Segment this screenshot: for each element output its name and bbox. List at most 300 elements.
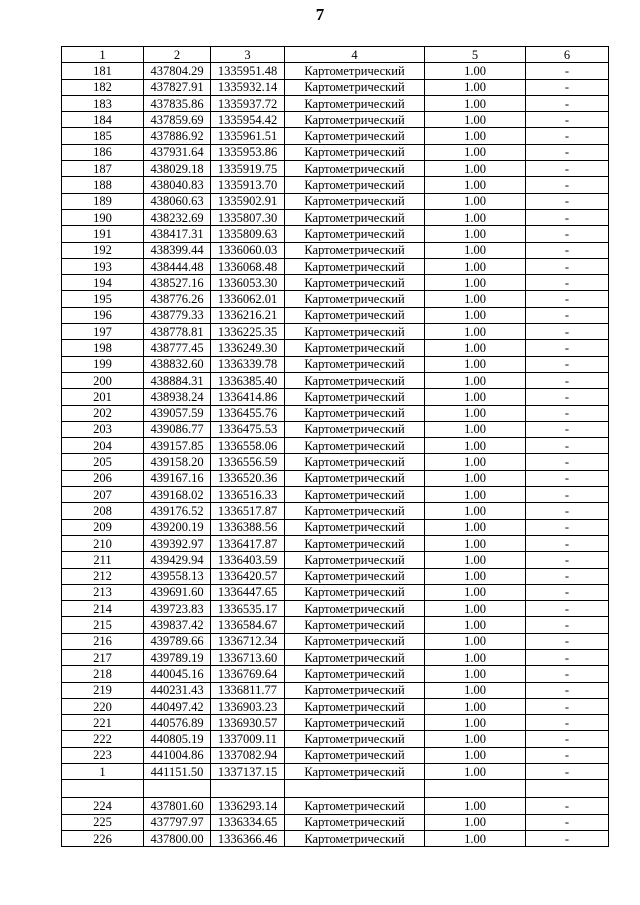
cell-method: Картометрический	[285, 144, 425, 160]
cell-x: 437931.64	[144, 144, 211, 160]
cell-method: Картометрический	[285, 814, 425, 830]
cell-method: Картометрический	[285, 519, 425, 535]
cell-point-number: 206	[62, 470, 144, 486]
cell-point-number: 207	[62, 487, 144, 503]
cell-accuracy: 1.00	[425, 128, 526, 144]
cell-point-number: 218	[62, 666, 144, 682]
cell-description: -	[526, 79, 609, 95]
cell-x: 437801.60	[144, 798, 211, 814]
cell-accuracy: 1.00	[425, 356, 526, 372]
cell-x: 439200.19	[144, 519, 211, 535]
table-row	[62, 454, 609, 470]
cell-description: -	[526, 503, 609, 519]
cell-accuracy: 1.00	[425, 307, 526, 323]
cell-method: Картометрический	[285, 617, 425, 633]
cell-description: -	[526, 209, 609, 225]
cell-point-number: 183	[62, 95, 144, 111]
cell-accuracy: 1.00	[425, 340, 526, 356]
cell-accuracy: 1.00	[425, 715, 526, 731]
cell-point-number: 203	[62, 421, 144, 437]
cell-point-number: 216	[62, 633, 144, 649]
cell-description: -	[526, 649, 609, 665]
cell-y: 1335932.14	[211, 79, 285, 95]
cell-point-number: 209	[62, 519, 144, 535]
table-row	[62, 535, 609, 551]
table-row	[62, 275, 609, 291]
table-row	[62, 340, 609, 356]
table-row	[62, 649, 609, 665]
cell-method: Картометрический	[285, 421, 425, 437]
cell-point-number: 189	[62, 193, 144, 209]
cell-method: Картометрический	[285, 95, 425, 111]
cell-accuracy: 1.00	[425, 372, 526, 388]
cell-x: 439723.83	[144, 601, 211, 617]
cell-method: Картометрический	[285, 535, 425, 551]
cell-method: Картометрический	[285, 291, 425, 307]
cell-description: -	[526, 421, 609, 437]
cell-accuracy: 1.00	[425, 209, 526, 225]
table-row	[62, 242, 609, 258]
table-row	[62, 830, 609, 846]
cell-x: 438040.83	[144, 177, 211, 193]
table-row	[62, 682, 609, 698]
cell-accuracy: 1.00	[425, 193, 526, 209]
cell-y: 1336713.60	[211, 649, 285, 665]
cell-description: -	[526, 242, 609, 258]
cell-x: 441004.86	[144, 747, 211, 763]
cell-point-number: 221	[62, 715, 144, 731]
cell-method: Картометрический	[285, 568, 425, 584]
cell-x: 438417.31	[144, 226, 211, 242]
page-number: 7	[315, 5, 325, 24]
table-row	[62, 438, 609, 454]
cell-method: Картометрический	[285, 649, 425, 665]
cell-y: 1335951.48	[211, 63, 285, 79]
cell-method: Картометрический	[285, 601, 425, 617]
cell-x: 440231.43	[144, 682, 211, 698]
cell-point-number: 197	[62, 324, 144, 340]
cell-accuracy: 1.00	[425, 731, 526, 747]
cell-description: -	[526, 258, 609, 274]
cell-method: Картометрический	[285, 209, 425, 225]
cell-point-number: 181	[62, 63, 144, 79]
cell-method: Картометрический	[285, 830, 425, 846]
cell-x: 439392.97	[144, 535, 211, 551]
cell-x: 438777.45	[144, 340, 211, 356]
cell-method: Картометрический	[285, 226, 425, 242]
table-row	[62, 814, 609, 830]
cell-y: 1336556.59	[211, 454, 285, 470]
cell-x: 439168.02	[144, 487, 211, 503]
cell-x: 437859.69	[144, 112, 211, 128]
empty-cell	[62, 780, 144, 798]
cell-method: Картометрический	[285, 193, 425, 209]
cell-description: -	[526, 389, 609, 405]
cell-y: 1336447.65	[211, 584, 285, 600]
cell-accuracy: 1.00	[425, 161, 526, 177]
cell-y: 1336062.01	[211, 291, 285, 307]
table-row	[62, 798, 609, 814]
table-row	[62, 128, 609, 144]
cell-y: 1336558.06	[211, 438, 285, 454]
cell-accuracy: 1.00	[425, 649, 526, 665]
cell-x: 439429.94	[144, 552, 211, 568]
cell-accuracy: 1.00	[425, 226, 526, 242]
cell-description: -	[526, 698, 609, 714]
cell-y: 1336293.14	[211, 798, 285, 814]
table-row	[62, 584, 609, 600]
cell-y: 1336334.65	[211, 814, 285, 830]
cell-accuracy: 1.00	[425, 63, 526, 79]
cell-description: -	[526, 535, 609, 551]
cell-accuracy: 1.00	[425, 666, 526, 682]
cell-y: 1335953.86	[211, 144, 285, 160]
cell-y: 1336068.48	[211, 258, 285, 274]
cell-description: -	[526, 830, 609, 846]
cell-y: 1336535.17	[211, 601, 285, 617]
cell-point-number: 217	[62, 649, 144, 665]
cell-accuracy: 1.00	[425, 405, 526, 421]
cell-description: -	[526, 487, 609, 503]
cell-method: Картометрический	[285, 438, 425, 454]
table-row	[62, 389, 609, 405]
cell-point-number: 195	[62, 291, 144, 307]
cell-accuracy: 1.00	[425, 568, 526, 584]
cell-description: -	[526, 438, 609, 454]
cell-y: 1336520.36	[211, 470, 285, 486]
table-row	[62, 731, 609, 747]
cell-x: 438527.16	[144, 275, 211, 291]
cell-x: 437886.92	[144, 128, 211, 144]
cell-accuracy: 1.00	[425, 291, 526, 307]
cell-description: -	[526, 715, 609, 731]
cell-y: 1336388.56	[211, 519, 285, 535]
cell-accuracy: 1.00	[425, 535, 526, 551]
column-header-y: 3	[211, 47, 285, 63]
cell-y: 1335913.70	[211, 177, 285, 193]
cell-y: 1335937.72	[211, 95, 285, 111]
empty-cell	[425, 780, 526, 798]
cell-description: -	[526, 552, 609, 568]
table-row	[62, 291, 609, 307]
cell-description: -	[526, 814, 609, 830]
cell-method: Картометрический	[285, 584, 425, 600]
table-row	[62, 258, 609, 274]
table-body	[62, 63, 609, 847]
table-row	[62, 487, 609, 503]
cell-accuracy: 1.00	[425, 258, 526, 274]
cell-y: 1336584.67	[211, 617, 285, 633]
cell-x: 437835.86	[144, 95, 211, 111]
cell-x: 438884.31	[144, 372, 211, 388]
table-row	[62, 764, 609, 780]
table-row	[62, 79, 609, 95]
cell-description: -	[526, 568, 609, 584]
cell-method: Картометрический	[285, 324, 425, 340]
table-row	[62, 372, 609, 388]
cell-point-number: 188	[62, 177, 144, 193]
table-row	[62, 503, 609, 519]
cell-y: 1336366.46	[211, 830, 285, 846]
header-row	[62, 47, 609, 63]
cell-x: 438232.69	[144, 209, 211, 225]
cell-y: 1336712.34	[211, 633, 285, 649]
table-row	[62, 633, 609, 649]
cell-x: 437827.91	[144, 79, 211, 95]
table-row	[62, 519, 609, 535]
cell-y: 1336930.57	[211, 715, 285, 731]
table-row	[62, 405, 609, 421]
cell-y: 1337137.15	[211, 764, 285, 780]
cell-point-number: 1	[62, 764, 144, 780]
cell-description: -	[526, 340, 609, 356]
cell-description: -	[526, 177, 609, 193]
cell-point-number: 184	[62, 112, 144, 128]
cell-accuracy: 1.00	[425, 112, 526, 128]
cell-accuracy: 1.00	[425, 601, 526, 617]
cell-accuracy: 1.00	[425, 79, 526, 95]
cell-method: Картометрический	[285, 405, 425, 421]
cell-y: 1336475.53	[211, 421, 285, 437]
cell-point-number: 205	[62, 454, 144, 470]
cell-description: -	[526, 617, 609, 633]
cell-accuracy: 1.00	[425, 617, 526, 633]
cell-y: 1336060.03	[211, 242, 285, 258]
cell-accuracy: 1.00	[425, 830, 526, 846]
cell-accuracy: 1.00	[425, 798, 526, 814]
cell-x: 440497.42	[144, 698, 211, 714]
cell-method: Картометрический	[285, 633, 425, 649]
cell-method: Картометрический	[285, 128, 425, 144]
cell-point-number: 222	[62, 731, 144, 747]
cell-point-number: 215	[62, 617, 144, 633]
cell-x: 437800.00	[144, 830, 211, 846]
cell-y: 1336903.23	[211, 698, 285, 714]
cell-y: 1336414.86	[211, 389, 285, 405]
cell-method: Картометрический	[285, 275, 425, 291]
cell-y: 1336516.33	[211, 487, 285, 503]
cell-y: 1336385.40	[211, 372, 285, 388]
cell-x: 438399.44	[144, 242, 211, 258]
cell-description: -	[526, 95, 609, 111]
section-separator-row	[62, 780, 609, 798]
cell-accuracy: 1.00	[425, 487, 526, 503]
table-row	[62, 193, 609, 209]
cell-method: Картометрический	[285, 177, 425, 193]
cell-method: Картометрический	[285, 747, 425, 763]
empty-cell	[211, 780, 285, 798]
cell-description: -	[526, 275, 609, 291]
cell-point-number: 187	[62, 161, 144, 177]
cell-method: Картометрический	[285, 470, 425, 486]
cell-point-number: 196	[62, 307, 144, 323]
cell-x: 440576.89	[144, 715, 211, 731]
cell-accuracy: 1.00	[425, 389, 526, 405]
cell-description: -	[526, 731, 609, 747]
cell-description: -	[526, 682, 609, 698]
cell-point-number: 182	[62, 79, 144, 95]
cell-accuracy: 1.00	[425, 698, 526, 714]
cell-point-number: 226	[62, 830, 144, 846]
cell-point-number: 220	[62, 698, 144, 714]
cell-method: Картометрический	[285, 161, 425, 177]
cell-method: Картометрический	[285, 242, 425, 258]
cell-description: -	[526, 128, 609, 144]
cell-y: 1336455.76	[211, 405, 285, 421]
cell-method: Картометрический	[285, 503, 425, 519]
cell-x: 438832.60	[144, 356, 211, 372]
cell-y: 1335954.42	[211, 112, 285, 128]
cell-accuracy: 1.00	[425, 519, 526, 535]
cell-method: Картометрический	[285, 715, 425, 731]
cell-method: Картометрический	[285, 79, 425, 95]
cell-point-number: 219	[62, 682, 144, 698]
cell-method: Картометрический	[285, 340, 425, 356]
cell-description: -	[526, 633, 609, 649]
column-header-accuracy: 5	[425, 47, 526, 63]
cell-x: 438776.26	[144, 291, 211, 307]
cell-point-number: 185	[62, 128, 144, 144]
cell-description: -	[526, 291, 609, 307]
table-row	[62, 226, 609, 242]
cell-y: 1335902.91	[211, 193, 285, 209]
cell-x: 439789.66	[144, 633, 211, 649]
table-row	[62, 698, 609, 714]
cell-method: Картометрический	[285, 63, 425, 79]
cell-method: Картометрический	[285, 798, 425, 814]
cell-accuracy: 1.00	[425, 503, 526, 519]
table-row	[62, 601, 609, 617]
cell-accuracy: 1.00	[425, 552, 526, 568]
table-row	[62, 470, 609, 486]
cell-y: 1336769.64	[211, 666, 285, 682]
cell-accuracy: 1.00	[425, 242, 526, 258]
empty-cell	[526, 780, 609, 798]
cell-x: 439158.20	[144, 454, 211, 470]
cell-y: 1336811.77	[211, 682, 285, 698]
cell-accuracy: 1.00	[425, 814, 526, 830]
table-row	[62, 324, 609, 340]
cell-y: 1337009.11	[211, 731, 285, 747]
cell-description: -	[526, 63, 609, 79]
table-row	[62, 552, 609, 568]
cell-x: 438060.63	[144, 193, 211, 209]
cell-point-number: 198	[62, 340, 144, 356]
cell-point-number: 192	[62, 242, 144, 258]
cell-point-number: 213	[62, 584, 144, 600]
cell-y: 1336216.21	[211, 307, 285, 323]
cell-x: 439167.16	[144, 470, 211, 486]
empty-cell	[144, 780, 211, 798]
cell-accuracy: 1.00	[425, 421, 526, 437]
table-row	[62, 63, 609, 79]
cell-method: Картометрический	[285, 372, 425, 388]
cell-x: 438029.18	[144, 161, 211, 177]
cell-accuracy: 1.00	[425, 764, 526, 780]
cell-accuracy: 1.00	[425, 633, 526, 649]
cell-description: -	[526, 356, 609, 372]
cell-accuracy: 1.00	[425, 454, 526, 470]
cell-x: 439789.19	[144, 649, 211, 665]
table-row	[62, 747, 609, 763]
cell-description: -	[526, 601, 609, 617]
cell-method: Картометрический	[285, 698, 425, 714]
cell-method: Картометрический	[285, 112, 425, 128]
cell-accuracy: 1.00	[425, 438, 526, 454]
cell-y: 1335961.51	[211, 128, 285, 144]
table-row	[62, 161, 609, 177]
cell-description: -	[526, 798, 609, 814]
table-row	[62, 356, 609, 372]
cell-x: 438779.33	[144, 307, 211, 323]
cell-y: 1336517.87	[211, 503, 285, 519]
cell-y: 1335809.63	[211, 226, 285, 242]
cell-method: Картометрический	[285, 389, 425, 405]
cell-point-number: 210	[62, 535, 144, 551]
cell-description: -	[526, 226, 609, 242]
cell-description: -	[526, 324, 609, 340]
coordinates-table	[61, 46, 609, 847]
cell-x: 440805.19	[144, 731, 211, 747]
cell-point-number: 211	[62, 552, 144, 568]
cell-x: 439691.60	[144, 584, 211, 600]
table-row	[62, 144, 609, 160]
cell-description: -	[526, 764, 609, 780]
cell-point-number: 224	[62, 798, 144, 814]
cell-description: -	[526, 161, 609, 177]
cell-point-number: 208	[62, 503, 144, 519]
table-row	[62, 209, 609, 225]
cell-description: -	[526, 112, 609, 128]
cell-description: -	[526, 144, 609, 160]
cell-method: Картометрический	[285, 764, 425, 780]
cell-accuracy: 1.00	[425, 470, 526, 486]
table-row	[62, 112, 609, 128]
cell-method: Картометрический	[285, 552, 425, 568]
cell-description: -	[526, 747, 609, 763]
cell-accuracy: 1.00	[425, 584, 526, 600]
cell-x: 438778.81	[144, 324, 211, 340]
cell-method: Картометрический	[285, 454, 425, 470]
cell-y: 1336339.78	[211, 356, 285, 372]
cell-point-number: 194	[62, 275, 144, 291]
column-header-x: 2	[144, 47, 211, 63]
table-row	[62, 307, 609, 323]
cell-point-number: 204	[62, 438, 144, 454]
cell-description: -	[526, 307, 609, 323]
cell-method: Картометрический	[285, 666, 425, 682]
table-row	[62, 177, 609, 193]
cell-y: 1335919.75	[211, 161, 285, 177]
cell-y: 1336225.35	[211, 324, 285, 340]
cell-x: 439157.85	[144, 438, 211, 454]
empty-cell	[285, 780, 425, 798]
cell-x: 441151.50	[144, 764, 211, 780]
cell-x: 438938.24	[144, 389, 211, 405]
table-row	[62, 617, 609, 633]
cell-point-number: 212	[62, 568, 144, 584]
cell-method: Картометрический	[285, 258, 425, 274]
cell-description: -	[526, 372, 609, 388]
cell-description: -	[526, 470, 609, 486]
cell-point-number: 199	[62, 356, 144, 372]
cell-point-number: 191	[62, 226, 144, 242]
cell-accuracy: 1.00	[425, 324, 526, 340]
cell-x: 437804.29	[144, 63, 211, 79]
cell-point-number: 223	[62, 747, 144, 763]
table-row	[62, 666, 609, 682]
cell-accuracy: 1.00	[425, 177, 526, 193]
